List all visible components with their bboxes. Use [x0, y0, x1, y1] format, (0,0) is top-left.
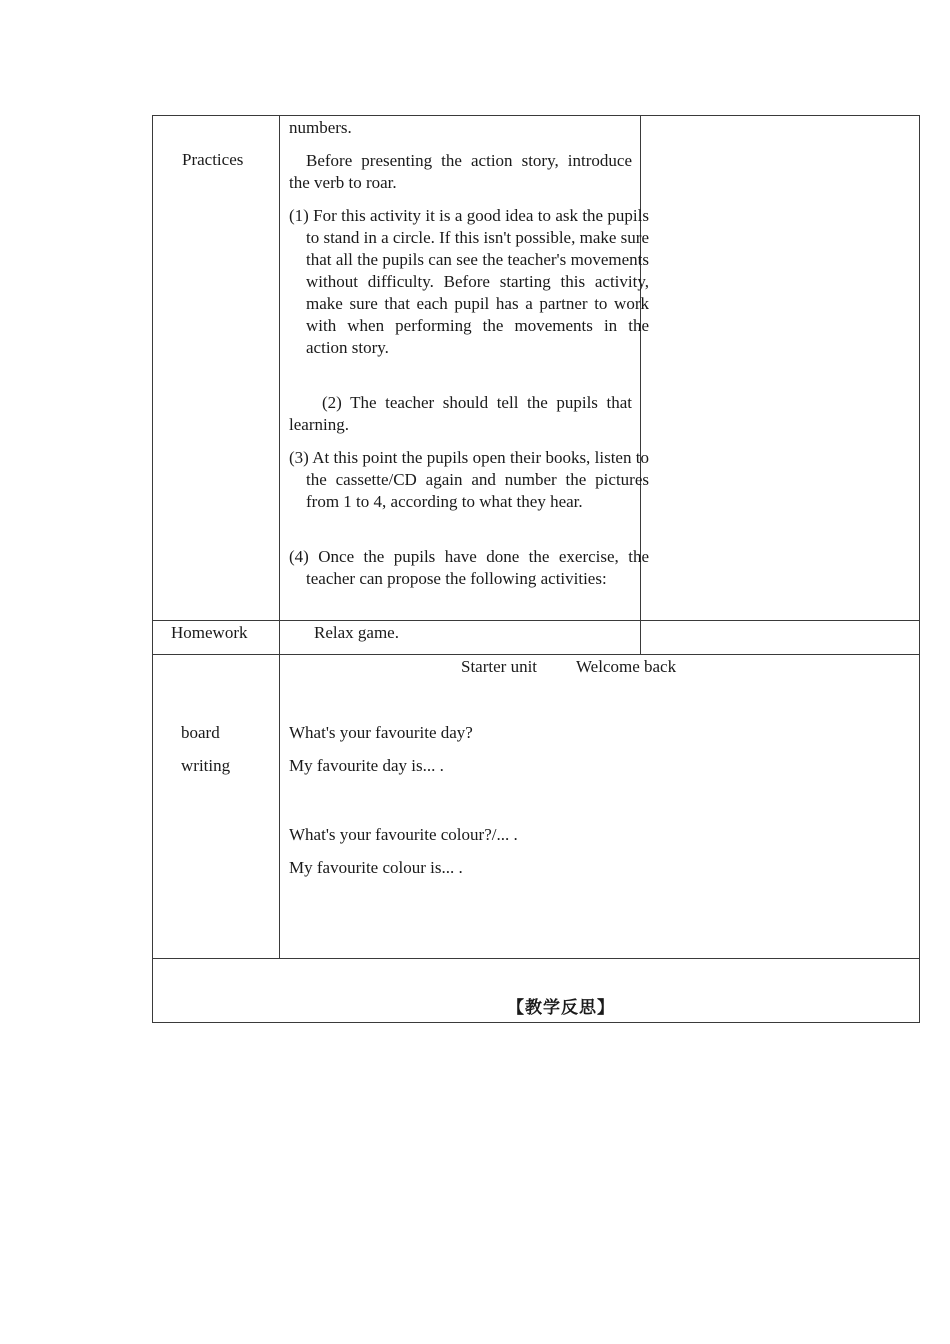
homework-label: Homework — [171, 623, 248, 642]
practices-paragraph-1: Before presenting the action story, introduce the verb to roar. — [289, 151, 632, 192]
practices-label: Practices — [182, 150, 244, 169]
table-border-bottom — [152, 1022, 920, 1023]
board-line-1: My favourite day is... . — [289, 756, 444, 775]
board-line-0: What's your favourite day? — [289, 723, 473, 742]
board-writing-label-line2: writing — [181, 756, 231, 775]
reflection-title: 【教学反思】 — [507, 998, 615, 1018]
table-border-top — [152, 115, 920, 116]
board-line-3: My favourite colour is... . — [289, 858, 463, 877]
row-divider-practices — [152, 620, 920, 621]
column-divider-label — [279, 115, 280, 958]
board-line-2: What's your favourite colour?/... . — [289, 825, 518, 844]
homework-content: Relax game. — [314, 623, 399, 642]
reflection-title-row — [0, 993, 950, 1018]
row-divider-homework — [152, 654, 920, 655]
practices-paragraph-4: (3) At this point the pupils open their books, listen to the cassette/CD again and number the pictures from 1 to 4, according to what they hear. — [289, 448, 649, 511]
practices-paragraph-3: (2) The teacher should tell the pupils that learning. — [289, 393, 632, 434]
board-heading-title: Welcome back — [576, 657, 677, 676]
practices-paragraph-0: numbers. — [289, 118, 352, 137]
practices-paragraph-2: (1) For this activity it is a good idea to ask the pupils to stand in a circle. If this isn't possible, make sure that all the pupils can see the teacher's movements without difficulty. Before starting this activity, make sure that each pupil has a partner to work with when performing the movements in the action story. — [289, 206, 649, 357]
table-border-right — [919, 115, 920, 1023]
row-divider-board — [152, 958, 920, 959]
table-border-left — [152, 115, 153, 1023]
board-heading-unit: Starter unit — [461, 657, 538, 676]
practices-paragraph-5: (4) Once the pupils have done the exercise, the teacher can propose the following activities: — [289, 547, 649, 588]
board-writing-label-line1: board — [181, 723, 220, 742]
